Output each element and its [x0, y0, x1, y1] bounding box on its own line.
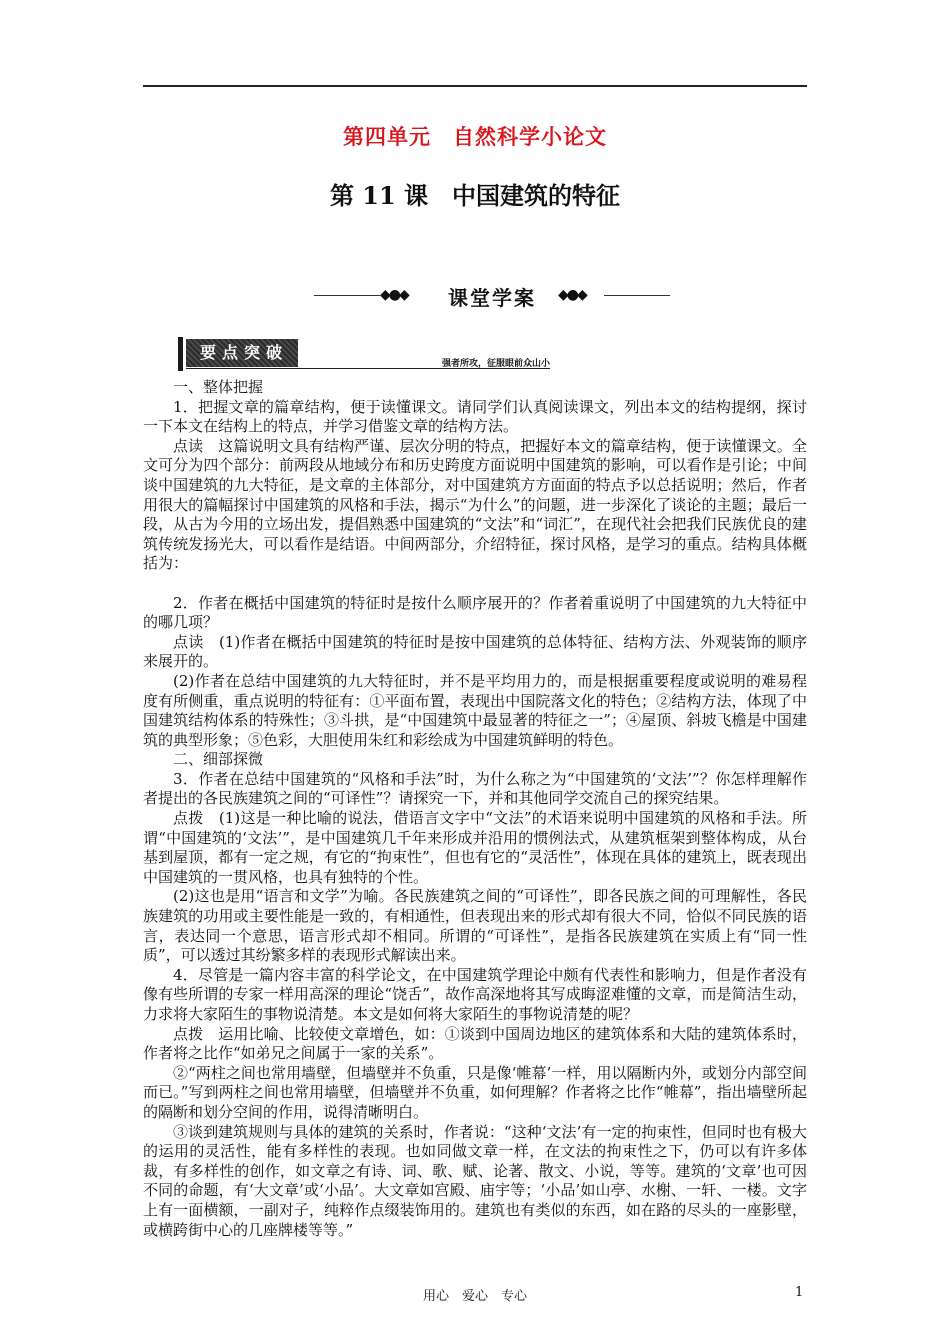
class-banner-label: 课堂学案: [448, 286, 536, 310]
question-paragraph: 4．尽管是一篇内容丰富的科学论文，在中国建筑学理论中颇有代表性和影响力，但是作者没有像有些所谓的专家一样用高深的理论“饶舌”，故作高深地将其写成晦涩难懂的文章，而是简洁生动，力求将大家陌生的事物说清楚。本文是如何将大家陌生的事物说清楚的呢？: [143, 965, 807, 1023]
banner-rule-left: [314, 295, 380, 296]
banner-rule-right: [604, 295, 670, 296]
question-paragraph: 2．作者在概括中国建筑的特征时是按什么顺序展开的？作者着重说明了中国建筑的九大特征中的哪几项？: [143, 593, 807, 632]
answer-paragraph: 点读 这篇说明文具有结构严谨、层次分明的特点，把握好本文的篇章结构，便于读懂课文。全文可分为四个部分：前两段从地域分布和历史跨度方面说明中国建筑的影响，可以看作是引论；中间谈中国建筑的九大特征，是文章的主体部分，对中国建筑方方面面的特点予以总括说明；然后，作者用很大的篇幅探讨中国建筑的风格和手法，揭示“为什么”的问题，进一步深化了谈论的主题；最后一段，从古为今用的立场出发，提倡熟悉中国建筑的“文法”和“词汇”，在现代社会把我们民族优良的建筑传统发扬光大，可以看作是结语。中间两部分，介绍特征，探讨风格，是学习的重点。结构具体概括为：: [143, 436, 807, 573]
answer-paragraph: 点读 (1)作者在概括中国建筑的特征时是按中国建筑的总体特征、结构方法、外观装饰的顺序来展开的。: [143, 632, 807, 671]
class-banner: [314, 281, 670, 311]
section-heading: 二、细部探微: [173, 750, 264, 769]
diamond-ornament-icon: ◆●◆: [380, 287, 408, 303]
answer-paragraph: ③谈到建筑规则与具体的建筑的关系时，作者说：“这种‘文法’有一定的拘束性，但同时也有极大的运用的灵活性，能有多样性的表现。也如同做文章一样，在文法的拘束性之下，仍可以有许多体裁，有多样性的创作，如文章之有诗、词、歌、赋、论著、散文、小说，等等。建筑的‘文章’也可因不同的命题，有‘大文章’或‘小品’。大文章如宫殿、庙宇等；‘小品’如山亭、水榭、一轩、一楼。文字上有一面横额，一副对子，纯粹作点缀装饰用的。建筑也有类似的东西，如在路的尽头的一座影壁，或横跨街中心的几座牌楼等等。”: [143, 1122, 807, 1239]
answer-paragraph: (2)这也是用“语言和文学”为喻。各民族建筑之间的“可译性”，即各民族之间的可理解性，各民族建筑的功用或主要性能是一致的，有相通性，但表现出来的形式却有很大不同，恰似不同民族的语言，表达同一个意思，语言形式却不相同。所谓的“可译性”，是指各民族建筑在实质上有“同一性质”，可以透过其纷繁多样的表现形式解读出来。: [143, 887, 807, 965]
section-motto: 强者所攻，征服眼前众山小: [441, 359, 550, 369]
answer-paragraph: ②“两柱之间也常用墙壁，但墙壁并不负重，只是像‘帷幕’一样，用以隔断内外，或划分内部空间而已。”写到两柱之间也常用墙壁，但墙壁并不负重，如何理解？作者将之比作“帷幕”，指出墙壁所起的隔断和划分空间的作用，说得清晰明白。: [143, 1063, 807, 1121]
diamond-ornament-icon: ◆●◆: [558, 287, 586, 303]
question-paragraph: 1．把握文章的篇章结构，便于读懂课文。请同学们认真阅读课文，列出本文的结构提纲，探讨一下本文在结构上的特点，并学习借鉴文章的结构方法。: [143, 397, 807, 436]
answer-paragraph: 点拨 (1)这是一种比喻的说法，借语言文字中“文法”的术语来说明中国建筑的风格和手法。所谓“中国建筑的‘文法’”，是中国建筑几千年来形成并沿用的惯例法式，从建筑框架到整体构成，从台基到屋顶，都有一定之规，有它的“拘束性”，但也有它的“灵活性”，体现在具体的建筑上，既表现出中国建筑的一贯风格，也具有独特的个性。: [143, 809, 807, 886]
header-rule: [143, 85, 807, 87]
footer-text: 用心 爱心 专心: [422, 1289, 527, 1304]
unit-title: 第四单元 自然科学小论文: [343, 124, 607, 149]
lesson-title: 第 11 课 中国建筑的特征: [329, 181, 621, 210]
answer-paragraph: (2)作者在总结中国建筑的九大特征时，并不是平均用力的，而是根据重要程度或说明的难易程度有所侧重，重点说明的特征有：①平面布置，表现出中国院落文化的特色；②结构方法，体现了中国建筑结构体系的特殊性；③斗拱，是“中国建筑中最显著的特征之一”；④屋顶、斜坡飞檐是中国建筑的典型形象；⑤色彩，大胆使用朱红和彩绘成为中国建筑鲜明的特色。: [143, 671, 807, 749]
answer-paragraph: 点拨 运用比喻、比较使文章增色，如：①谈到中国周边地区的建筑体系和大陆的建筑体系时，作者将之比作“如弟兄之间属于一家的关系”。: [143, 1024, 807, 1063]
section-heading: 一、整体把握: [173, 378, 264, 396]
page-number: 1: [795, 1285, 804, 1300]
article-body: [143, 378, 807, 1240]
question-paragraph: 3．作者在总结中国建筑的“风格和手法”时，为什么称之为“中国建筑的‘文法’”？你怎样理解作者提出的各民族建筑之间的“可译性”？请探究一下，并和其他同学交流自己的探究结果。: [143, 769, 807, 808]
section-label: 要点突破: [186, 339, 298, 367]
section-bar: [178, 337, 183, 371]
section-header: [178, 337, 550, 373]
